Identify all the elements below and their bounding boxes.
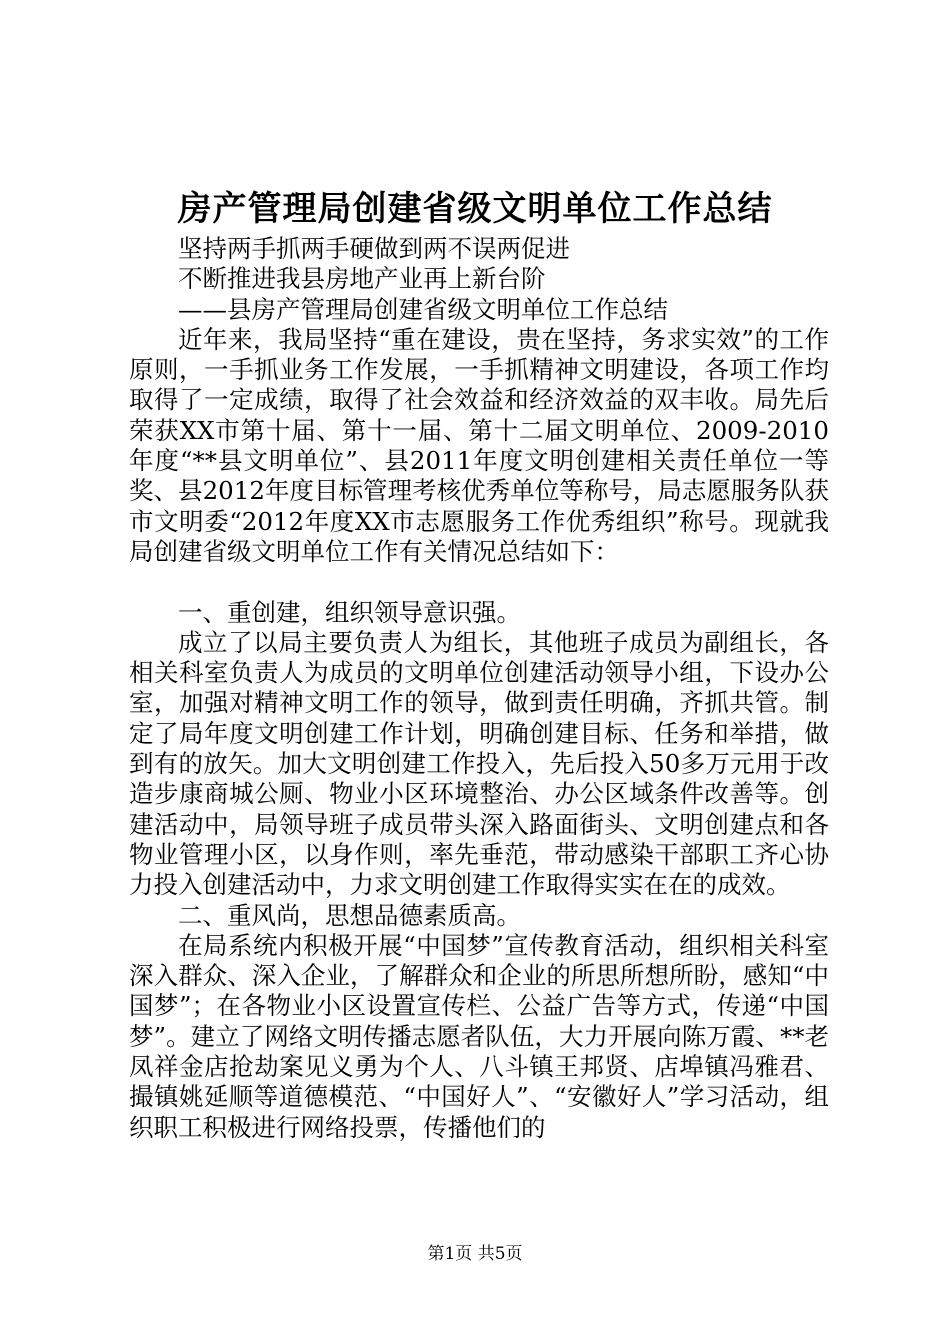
paragraph-spacer <box>129 567 829 597</box>
subtitle-line-3: ——县房产管理局创建省级文明单位工作总结 <box>178 294 668 324</box>
intro-paragraph: 近年来，我局坚持“重在建设，贵在坚持，务求实效”的工作原则，一手抓业务工作发展，一手抓精神文明建设，各项工作均取得了一定成绩，取得了社会效益和经济效益的双丰收。局先后荣获XX市第十届、第十一届、第十二届文明单位、2009-2010年度“**县文明单位”、县2011年度文明创建相关责任单位一等奖、县2012年度目标管理考核优秀单位等称号，局志愿服务队获市文明委“2012年度XX市志愿服务工作优秀组织”称号。现就我局创建省级文明单位工作有关情况总结如下： <box>129 324 829 566</box>
document-body <box>129 234 829 1143</box>
document-title: 房产管理局创建省级文明单位工作总结 <box>177 189 773 229</box>
section-2-heading: 二、重风尚，思想品德素质高。 <box>178 900 521 930</box>
section-1-paragraph: 成立了以局主要负责人为组长，其他班子成员为副组长，各相关科室负责人为成员的文明单位创建活动领导小组，下设办公室，加强对精神文明工作的领导，做到责任明确，齐抓共管。制定了局年度文明创建工作计划，明确创建目标、任务和举措，做到有的放矢。加大文明创建工作投入，先后投入50多万元用于改造步康商城公厕、物业小区环境整治、办公区域条件改善等。创建活动中，局领导班子成员带头深入路面街头、文明创建点和各物业管理小区，以身作则，率先垂范，带动感染干部职工齐心协力投入创建活动中，力求文明创建工作取得实实在在的成效。 <box>129 627 829 900</box>
section-2-paragraph: 在局系统内积极开展“中国梦”宣传教育活动，组织相关科室深入群众、深入企业，了解群众和企业的所思所想所盼，感知“中国梦”；在各物业小区设置宣传栏、公益广告等方式，传递“中国梦”。建立了网络文明传播志愿者队伍，大力开展向陈万霞、**老凤祥金店抢劫案见义勇为个人、八斗镇王邦贤、店埠镇冯雅君、撮镇姚延顺等道德模范、“中国好人”、“安徽好人”学习活动，组织职工积极进行网络投票，传播他们的 <box>129 930 829 1142</box>
page-number-footer: 第1页 共5页 <box>427 1244 523 1264</box>
subtitle-line-2: 不断推进我县房地产业再上新台阶 <box>178 264 546 294</box>
subtitle-line-1: 坚持两手抓两手硬做到两不误两促进 <box>178 234 570 263</box>
section-1-heading: 一、重创建，组织领导意识强。 <box>178 597 521 627</box>
